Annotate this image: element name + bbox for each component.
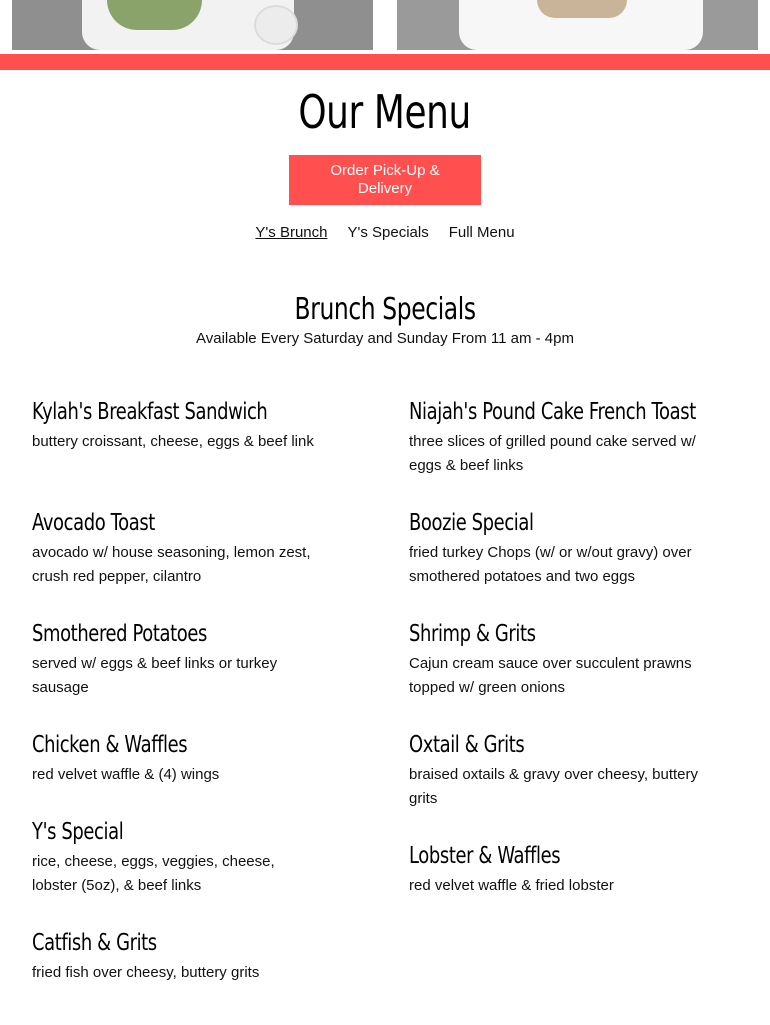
menu-item-description: Cajun cream sauce over succulent prawns topped w/ green onions (409, 655, 692, 696)
dish-food (537, 0, 627, 18)
accent-bar (0, 54, 770, 70)
menu-tabs (0, 224, 770, 241)
menu-item (32, 394, 322, 505)
menu-item-description: red velvet waffle & (4) wings (32, 766, 220, 783)
tab-full-menu[interactable]: Full Menu (448, 224, 515, 241)
menu-item-name: Niajah's Pound Cake French Toast (409, 399, 696, 425)
menu-item-name: Oxtail & Grits (409, 732, 525, 758)
menu-item (32, 925, 322, 1005)
section-title-text: Brunch Specials (294, 292, 476, 327)
menu-column-left (32, 394, 322, 1005)
menu-item-description: served w/ eggs & beef links or turkey sausage (32, 655, 278, 696)
photo-strip (0, 0, 770, 50)
menu-item (32, 616, 322, 727)
menu-item-description: buttery croissant, cheese, eggs & beef link (32, 433, 314, 450)
salad-photo (12, 0, 373, 50)
section-title (0, 290, 770, 330)
section-subtitle: Available Every Saturday and Sunday From 11 am - 4pm (196, 330, 574, 347)
tab-ys-brunch[interactable]: Y's Brunch (255, 224, 328, 241)
menu-item (409, 394, 709, 505)
menu-item (409, 838, 709, 918)
menu-item-name: Chicken & Waffles (32, 732, 188, 758)
menu-item-name: Kylah's Breakfast Sandwich (32, 399, 268, 425)
menu-item-name: Lobster & Waffles (409, 843, 561, 869)
menu-item-name: Boozie Special (409, 510, 534, 536)
menu-item-description: rice, cheese, eggs, veggies, cheese, lobster (5oz), & beef links (32, 853, 275, 894)
menu-item (32, 814, 322, 925)
page-title-text: Our Menu (298, 85, 472, 139)
menu-item-name: Catfish & Grits (32, 930, 157, 956)
menu-item-description: fried turkey Chops (w/ or w/out gravy) over smothered potatoes and two eggs (409, 544, 692, 585)
salad-greens (107, 0, 202, 30)
sauce-cup (254, 5, 298, 45)
menu-item-name: Y's Special (32, 819, 124, 845)
menu-item-name: Shrimp & Grits (409, 621, 536, 647)
menu-item (32, 505, 322, 616)
order-pickup-delivery-button[interactable]: Order Pick-Up & Delivery (289, 155, 481, 205)
menu-item (409, 616, 709, 727)
menu-item-name: Smothered Potatoes (32, 621, 207, 647)
menu-item-description: avocado w/ house seasoning, lemon zest, crush red pepper, cilantro (32, 544, 311, 585)
menu-item (409, 727, 709, 838)
menu-item (409, 505, 709, 616)
menu-item-description: red velvet waffle & fried lobster (409, 877, 614, 894)
dish-photo (397, 0, 758, 50)
menu-column-right (409, 394, 709, 918)
page-title (0, 84, 770, 140)
tab-ys-specials[interactable]: Y's Specials (347, 224, 429, 241)
menu-item (32, 727, 322, 814)
menu-item-description: braised oxtails & gravy over cheesy, buttery grits (409, 766, 699, 807)
menu-item-description: fried fish over cheesy, buttery grits (32, 964, 260, 981)
menu-item-description: three slices of grilled pound cake served w/ eggs & beef links (409, 433, 696, 474)
menu-item-name: Avocado Toast (32, 510, 155, 536)
